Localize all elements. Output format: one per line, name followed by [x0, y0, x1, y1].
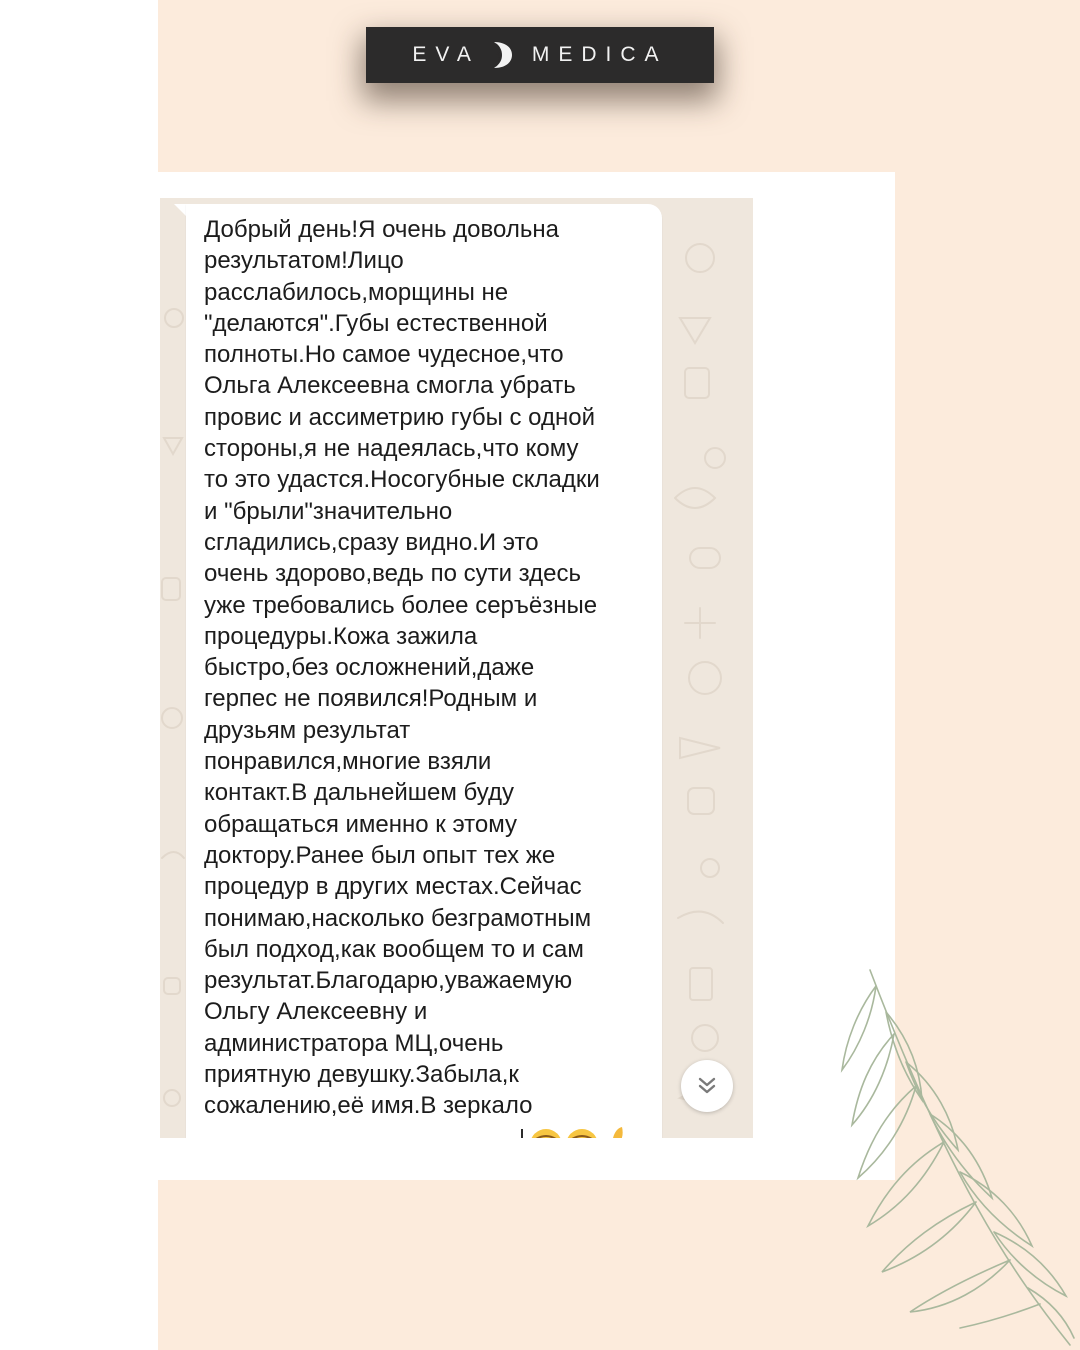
scroll-down-button[interactable]	[681, 1060, 733, 1112]
double-chevron-down-icon	[696, 1075, 718, 1097]
eva-medica-logo	[366, 27, 714, 83]
emoji-row-partial	[520, 1123, 630, 1138]
background-peach-top	[158, 0, 1080, 172]
palm-leaf-decoration	[760, 950, 1080, 1350]
message-text: Добрый день!Я очень довольна результатом!Лицо расслабилось,морщины не "делаются".Губы естественной полноты.Но самое чудесное,что Ольга Алексеевна смогла убрать провис и ассиметрию губы с одной стороны,я не надеялась,что кому то это удастся.Носогубные складки и "брыли"значительно сгладились,сразу видно.И это очень здорово,ведь по сути здесь уже требовались более серъёзные процедуры.Кожа зажила быстро,без осложнений,даже герпес не появился!Родным и друзьям результат понравился,многие взяли контакт.В дальнейшем буду обращаться именно к этому доктору.Ранее был опыт тех же процедур в других местах.Сейчас понимаю,насколько безграмотным был подход,как вообщем то и сам результат.Благодарю,уважаемую Ольгу Алексеевну и администратора МЦ,очень приятную девушку.Забыла,к сожалению,её имя.В зеркало	[204, 216, 600, 1120]
logo-word-right: MEDICA	[531, 43, 668, 66]
chat-screenshot	[160, 198, 753, 1138]
moon-logo-icon	[488, 40, 514, 70]
logo-word-left: EVA	[412, 43, 480, 66]
